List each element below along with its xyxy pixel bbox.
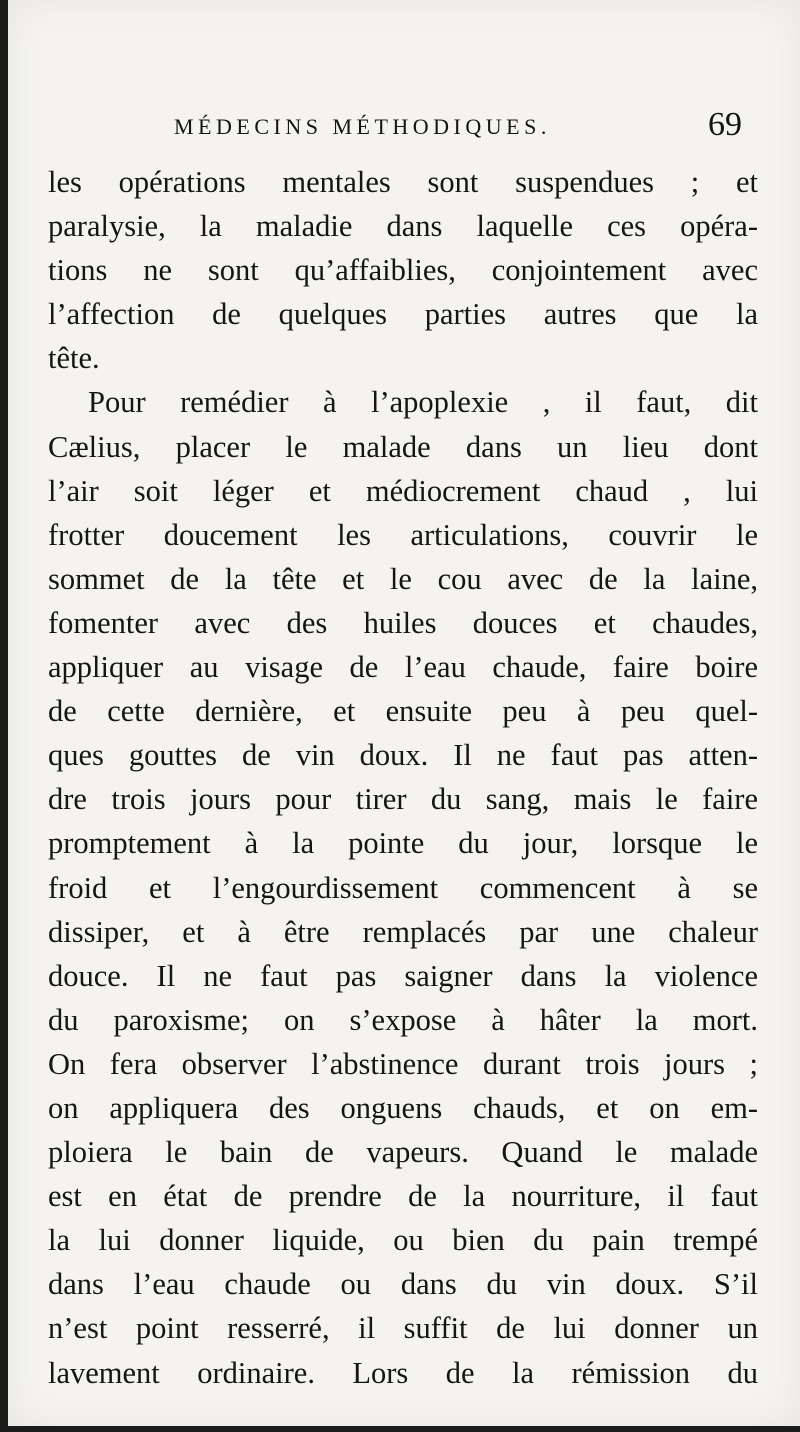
- book-page: [8, 0, 800, 1426]
- text-line: dissiper, et à être remplacés par une chaleur: [48, 914, 758, 949]
- text-line: sommet de la tête et le cou avec de la laine,: [48, 561, 758, 596]
- text-line: tions ne sont qu’affaiblies, conjointement avec: [48, 253, 758, 288]
- text-line: Cælius, placer le malade dans un lieu dont: [48, 429, 758, 464]
- text-line: l’affection de quelques parties autres que la: [48, 297, 758, 332]
- text-line: on appliquera des onguens chauds, et on em-: [48, 1090, 758, 1125]
- text-line: est en état de prendre de la nourriture, il faut: [48, 1179, 758, 1214]
- text-line: du paroxisme; on s’expose à hâter la mort.: [48, 1002, 758, 1037]
- text-line: ques gouttes de vin doux. Il ne faut pas atten-: [48, 738, 758, 773]
- text-line: dre trois jours pour tirer du sang, mais le faire: [48, 782, 758, 817]
- text-line: de cette dernière, et ensuite peu à peu quel-: [48, 694, 758, 729]
- text-line: paralysie, la maladie dans laquelle ces opéra-: [48, 209, 758, 244]
- text-line: On fera observer l’abstinence durant trois jours ;: [48, 1046, 758, 1081]
- text-line: fomenter avec des huiles douces et chaudes,: [48, 605, 758, 640]
- text-line: l’air soit léger et médiocrement chaud , lui: [48, 473, 758, 508]
- body-text: [48, 160, 758, 1395]
- running-title: MÉDECINS MÉTHODIQUES.: [174, 114, 551, 139]
- text-line: froid et l’engourdissement commencent à se: [48, 870, 758, 905]
- text-line: promptement à la pointe du jour, lorsque le: [48, 826, 758, 861]
- text-line: ploiera le bain de vapeurs. Quand le malade: [48, 1135, 758, 1170]
- text-line: dans l’eau chaude ou dans du vin doux. S’il: [48, 1267, 758, 1302]
- text-line: appliquer au visage de l’eau chaude, faire boire: [48, 650, 758, 685]
- text-line: les opérations mentales sont suspendues ; et: [48, 165, 758, 199]
- text-line: la lui donner liquide, ou bien du pain trempé: [48, 1223, 758, 1258]
- text-line: n’est point resserré, il suffit de lui donner un: [48, 1311, 758, 1346]
- paragraph-first-line: Pour remédier à l’apoplexie , il faut, dit: [88, 385, 758, 420]
- text-line: tête.: [48, 341, 100, 376]
- page-number: 69: [708, 106, 742, 143]
- text-line: frotter doucement les articulations, couvrir le: [48, 517, 758, 552]
- text-line: lavement ordinaire. Lors de la rémission du: [48, 1355, 758, 1390]
- page-header: [8, 106, 800, 156]
- text-line: douce. Il ne faut pas saigner dans la violence: [48, 958, 758, 993]
